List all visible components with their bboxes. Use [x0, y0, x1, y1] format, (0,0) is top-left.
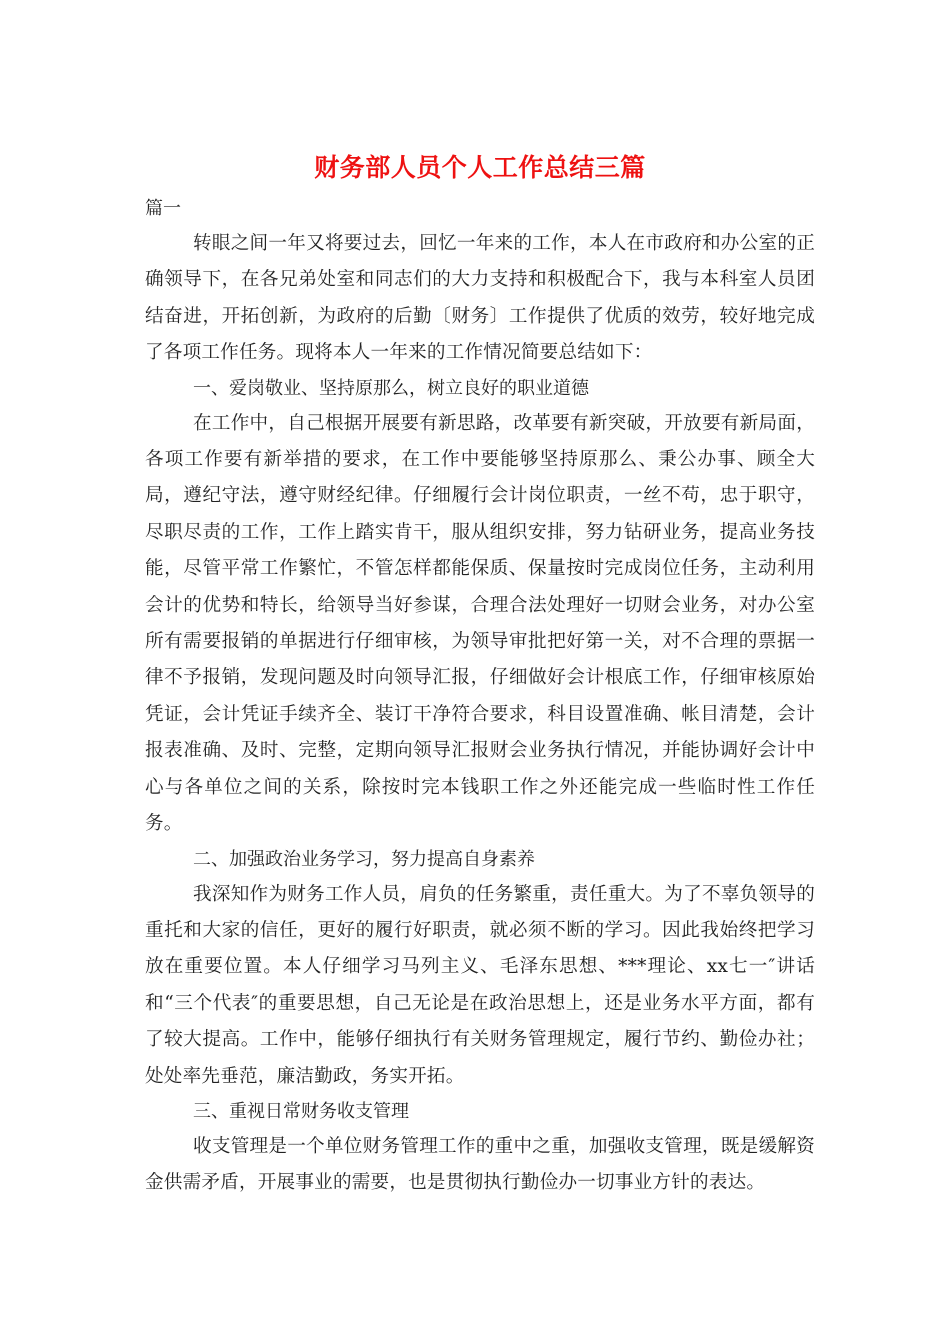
heading-3: 三、重视日常财务收支管理 — [193, 1100, 409, 1122]
paragraph-3: 收支管理是一个单位财务管理工作的重中之重，加强收支管理，既是缓解资金供需矛盾，开展事业的需要，也是贯彻执行勤俭办一切事业方针的表达。 — [145, 1135, 815, 1194]
section-label: 篇一 — [145, 198, 181, 219]
paragraph-1: 在工作中，自己根据开展要有新思路，改革要有新突破，开放要有新局面，各项工作要有新举措的要求，在工作中要能够坚持原那么、秉公办事、顾全大局，遵纪守法，遵守财经纪律。仔细履行会计岗位职责，一丝不苟，忠于职守，尽职尽责的工作，工作上踏实肯干，服从组织安排，努力钻研业务，提高业务技能，尽管平常工作繁忙，不管怎样都能保质、保量按时完成岗位任务，主动利用会计的优势和特长，给领导当好参谋，合理合法处理好一切财会业务，对办公室所有需要报销的单据进行仔细审核，为领导审批把好第一关，对不合理的票据一律不予报销，发现问题及时向领导汇报，仔细做好会计根底工作，仔细审核原始凭证，会计凭证手续齐全、装订干净符合要求，科目设置准确、帐目清楚，会计报表准确、及时、完整，定期向领导汇报财会业务执行情况，并能协调好会计中心与各单位之间的关系，除按时完本钱职工作之外还能完成一些临时性工作任务。 — [145, 412, 815, 835]
heading-1: 一、爱岗敬业、坚持原那么，树立良好的职业道德 — [193, 377, 589, 399]
heading-2: 二、加强政治业务学习，努力提高自身素养 — [193, 848, 535, 870]
intro-paragraph: 转眼之间一年又将要过去，回忆一年来的工作，本人在市政府和办公室的正确领导下，在各兄弟处室和同志们的大力支持和积极配合下，我与本科室人员团结奋进，开拓创新，为政府的后勤〔财务〕工作提供了优质的效劳，较好地完成了各项工作任务。现将本人一年来的工作情况简要总结如下： — [145, 233, 815, 364]
paragraph-2: 我深知作为财务工作人员，肩负的任务繁重，责任重大。为了不辜负领导的重托和大家的信任，更好的履行好职责，就必须不断的学习。因此我始终把学习放在重要位置。本人仔细学习马列主义、毛泽东思想、***理论、xx七一″讲话和“三个代表″的重要思想，自己无论是在政治思想上，还是业务水平方面，都有了较大提高。工作中，能够仔细执行有关财务管理规定，履行节约、勤俭办社；处处率先垂范，廉洁勤政，务实开拓。 — [145, 883, 815, 1087]
document-page — [145, 150, 815, 1202]
document-title: 财务部人员个人工作总结三篇 — [314, 153, 646, 182]
